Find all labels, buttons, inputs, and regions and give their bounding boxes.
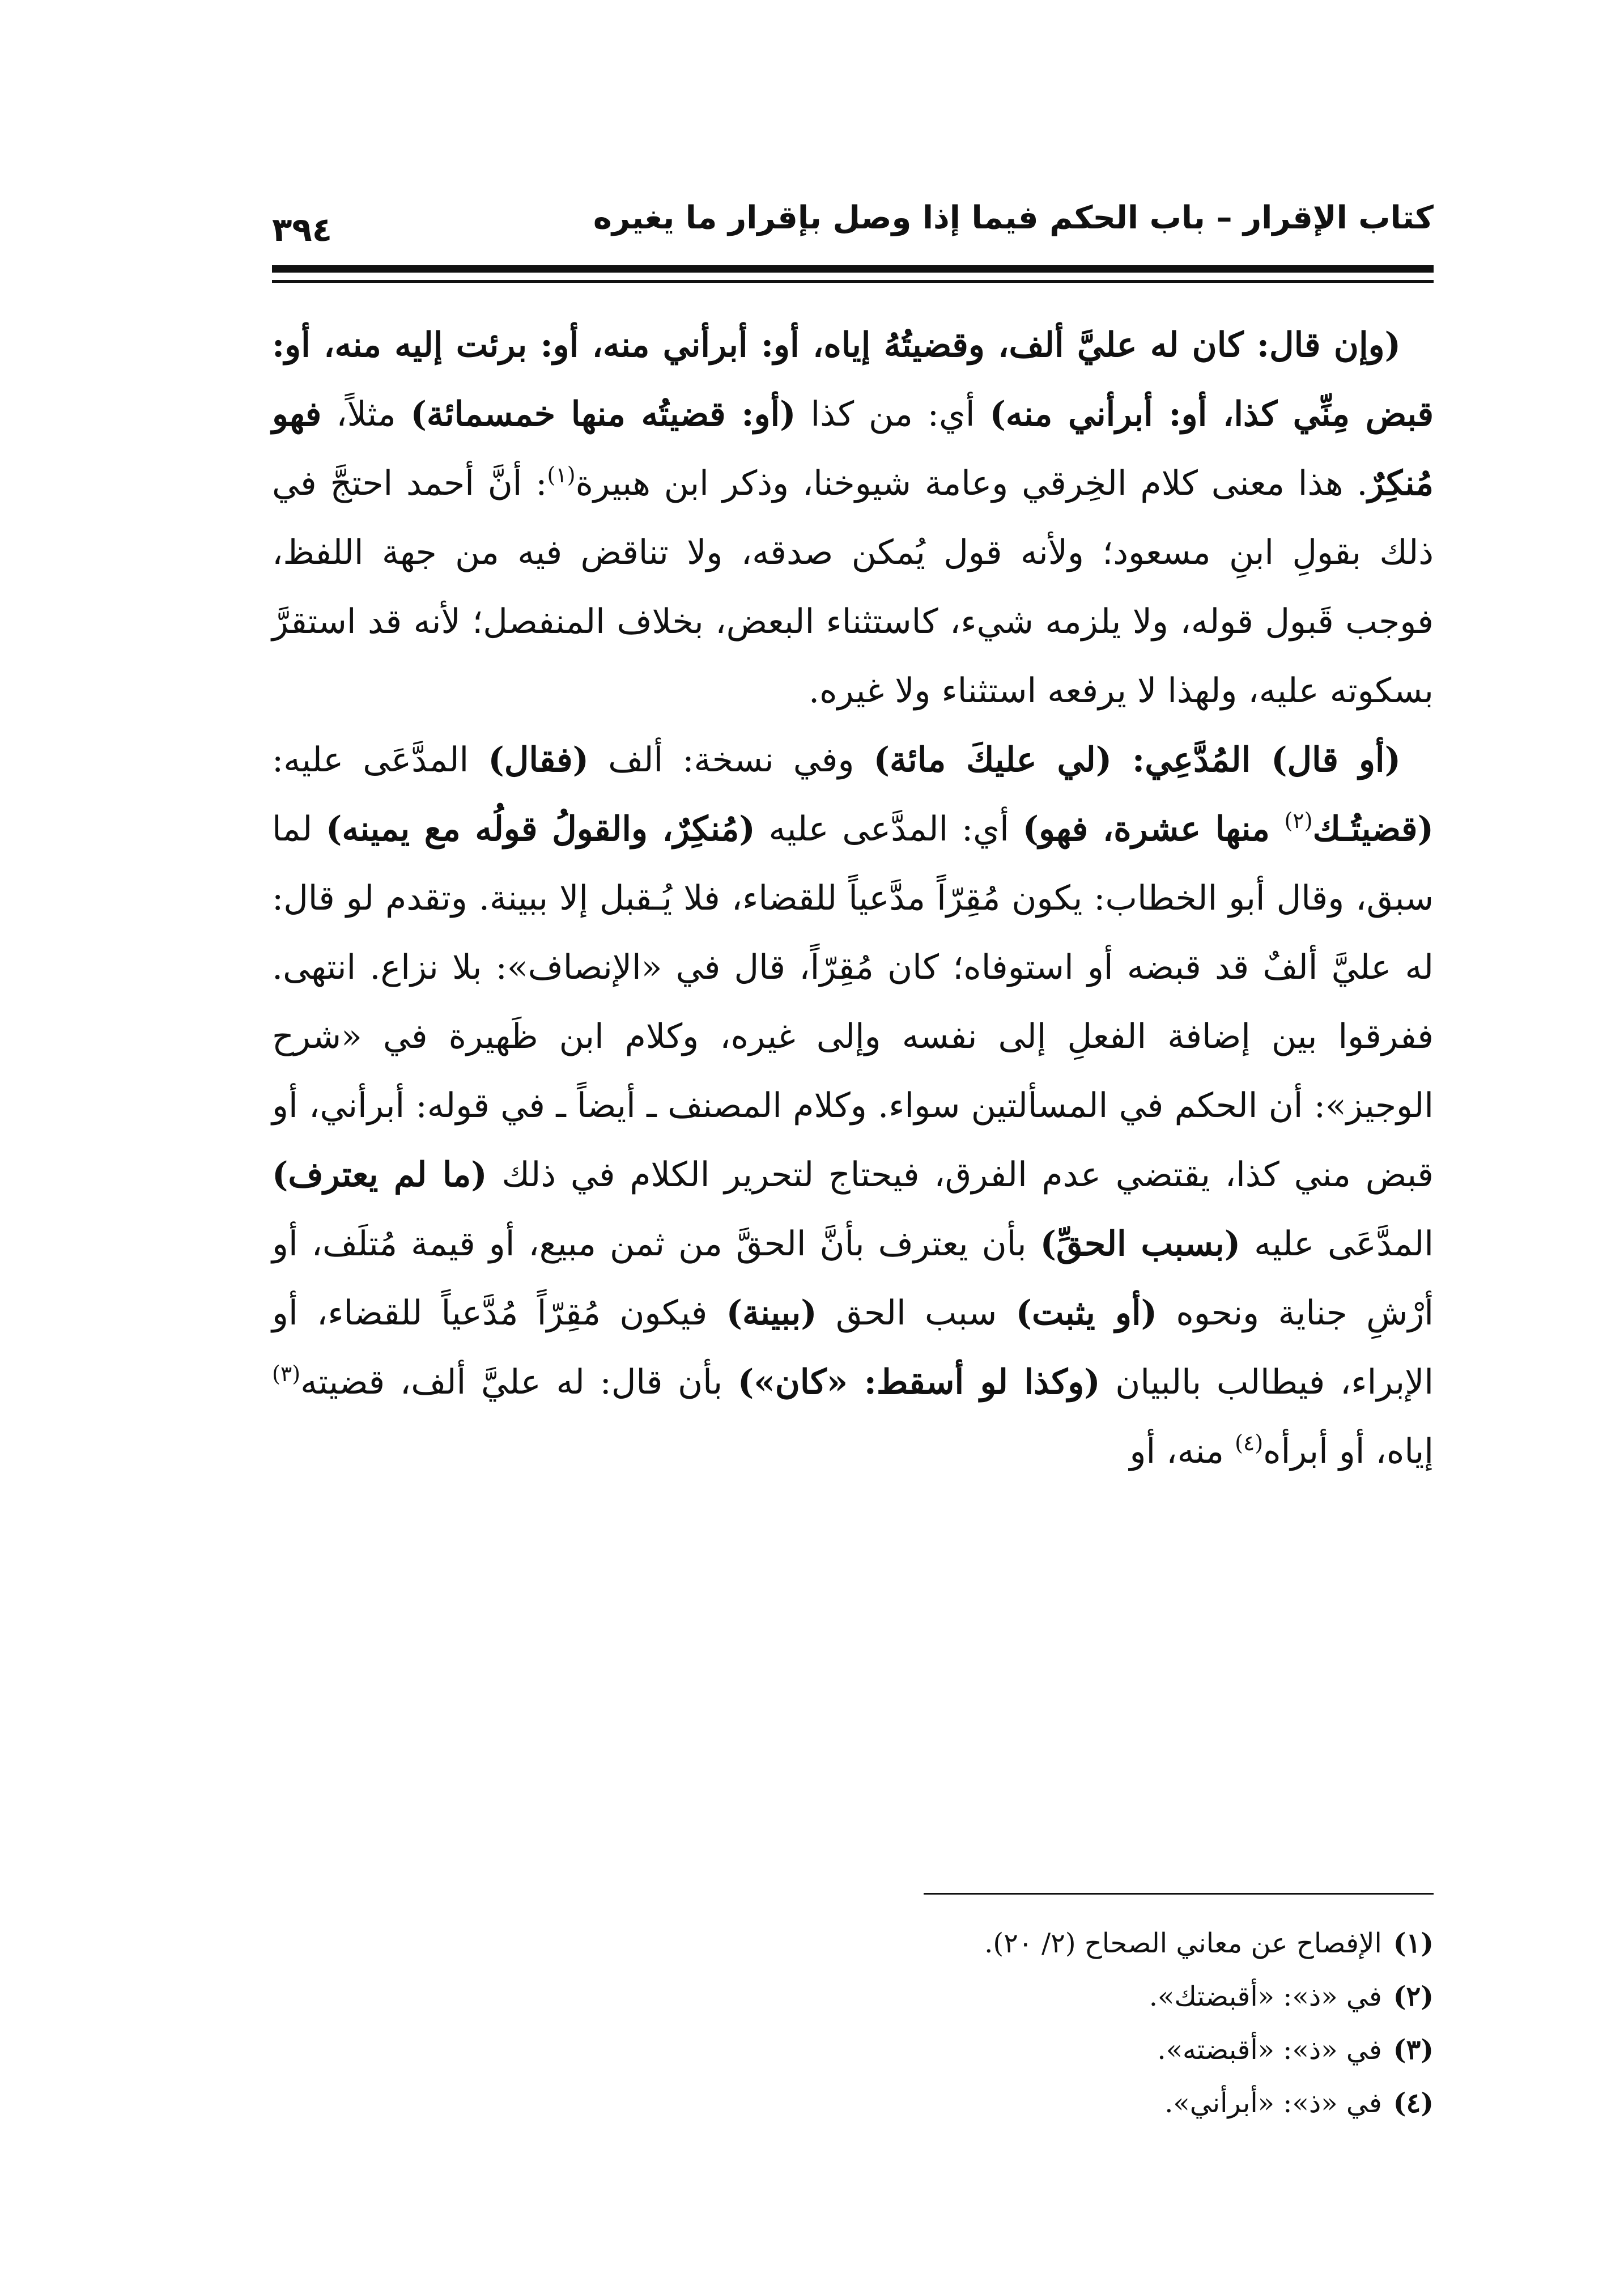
footnote-ref: (٤)	[1235, 1430, 1264, 1455]
sharh-text: أي: من كذا	[796, 394, 990, 434]
matn-text: (أو يثبت)	[1015, 1293, 1157, 1333]
sharh-text: أي: المدَّعى عليه	[755, 809, 1023, 849]
sharh-text: : أنَّ أحمد احتجَّ في ذلك بقولِ ابنِ مسعود؛ ولأنه قول يُمكن صدقه، ولا تناقض فيه من جهة اللفظ، فوجب قَبول قوله، ولا يلزمه شيء، كاستثناء البعض، بخلاف المنفصل؛ لأنه قد استقرَّ بسكوته عليه، ولهذا لا يرفعه استثناء ولا غيره.	[272, 464, 1434, 711]
footnote-text: في «ذ»: «أبرأني».	[1164, 2087, 1382, 2119]
page-number: ٣٩٤	[272, 210, 333, 249]
footnote-number: (٤)	[1393, 2087, 1434, 2119]
sharh-text: بأن قال: له عليَّ ألف، قضيته	[300, 1362, 738, 1402]
footnotes	[680, 1917, 1434, 2130]
sharh-text: منه، أو	[1129, 1432, 1235, 1471]
matn-text: (قضيتُـك	[1312, 809, 1434, 849]
sharh-text: فيكون مُقِرّاً مُدَّعياً للقضاء، أو الإبراء، فيطالب بالبيان	[272, 1293, 1434, 1402]
footnote	[680, 2077, 1434, 2130]
sharh-text: سبب الحق	[817, 1293, 1016, 1333]
matn-text: (ما لم يعترف)	[272, 1155, 487, 1195]
matn-text: منها عشرة، فهو)	[1022, 809, 1285, 849]
footnote-text: في «ذ»: «أقبضته».	[1157, 2034, 1382, 2066]
matn-text: (فقال)	[488, 740, 589, 780]
paragraph	[272, 311, 1434, 725]
header-rule-thin	[272, 280, 1434, 283]
matn-text: (وإن قال: كان له عليَّ ألف، وقضيتُهُ إياه، أو: أبرأني منه، أو: برئت إليه منه، أو: قبض مِنِّي كذا، أو: أبرأني منه)	[272, 325, 1434, 434]
matn-text: (أو قال) المُدَّعِي: (لي عليكَ مائة)	[873, 740, 1401, 780]
footnote-ref: (٢)	[1284, 808, 1313, 833]
sharh-text: . هذا معنى كلام الخِرقي وعامة شيوخنا، وذكر ابن هبيرة	[575, 464, 1368, 503]
footnote	[680, 2023, 1434, 2077]
running-title: كتاب الإقرار – باب الحكم فيما إذا وصل بإقرار ما يغيره	[593, 199, 1434, 236]
footnote-number: (٣)	[1393, 2034, 1434, 2066]
sharh-text: مثلاً،	[321, 394, 411, 434]
footnote-ref: (٣)	[272, 1361, 301, 1386]
footnote-number: (١)	[1393, 1927, 1434, 1959]
footnote	[680, 1970, 1434, 2023]
sharh-text: وفي نسخة: ألف	[589, 740, 874, 780]
matn-text: (وكذا لو أسقط: «كان»)	[737, 1362, 1100, 1402]
sharh-text: بأن يعترف بأنَّ الحقَّ من ثمن مبيع، أو قيمة مُتلَف، أو أرْشِ جناية ونحوه	[272, 1224, 1434, 1333]
matn-text: (أو: قضيتُه منها خمسمائة)	[410, 394, 796, 434]
footnote-ref: (١)	[547, 462, 576, 487]
matn-text: (ببينة)	[726, 1293, 817, 1333]
footnote	[680, 1917, 1434, 1970]
main-text	[272, 311, 1434, 1486]
matn-text: فهو مُنكِرٌ	[272, 394, 1434, 503]
sharh-text: المدَّعَى عليه	[1240, 1224, 1434, 1264]
header-rule-thick	[272, 265, 1434, 273]
matn-text: (مُنكِرٌ، والقولُ قولُه مع يمينه)	[326, 809, 755, 849]
sharh-text: المدَّعَى عليه:	[272, 740, 488, 780]
footnote-text: الإفصاح عن معاني الصحاح (٢/ ٢٠).	[984, 1927, 1382, 1959]
paragraph	[272, 725, 1434, 1486]
footnote-text: في «ذ»: «أقبضتك».	[1149, 1981, 1382, 2012]
footnote-separator	[924, 1893, 1434, 1895]
matn-text: (بسبب الحقِّ)	[1040, 1224, 1241, 1264]
sharh-text: لما سبق، وقال أبو الخطاب: يكون مُقِرّاً مدَّعياً للقضاء، فلا يُـقبل إلا ببينة. وتقدم لو قال: له عليَّ ألفٌ قد قبضه أو استوفاه؛ كان مُقِرّاً، قال في «الإنصاف»: بلا نزاع. انتهى. ففرقوا بين إضافة الفعلِ إلى نفسه وإلى غيره، وكلام ابن ظَهيرة في «شرح الوجيز»: أن الحكم في المسألتين سواء. وكلام المصنف ـ أيضاً ـ في قوله: أبرأني، أو قبض مني كذا، يقتضي عدم الفرق، فيحتاج لتحرير الكلام في ذلك	[272, 809, 1434, 1195]
footnote-number: (٢)	[1393, 1981, 1434, 2012]
sharh-text: إياه، أو أبرأه	[1263, 1432, 1434, 1471]
page-header	[272, 184, 1434, 258]
